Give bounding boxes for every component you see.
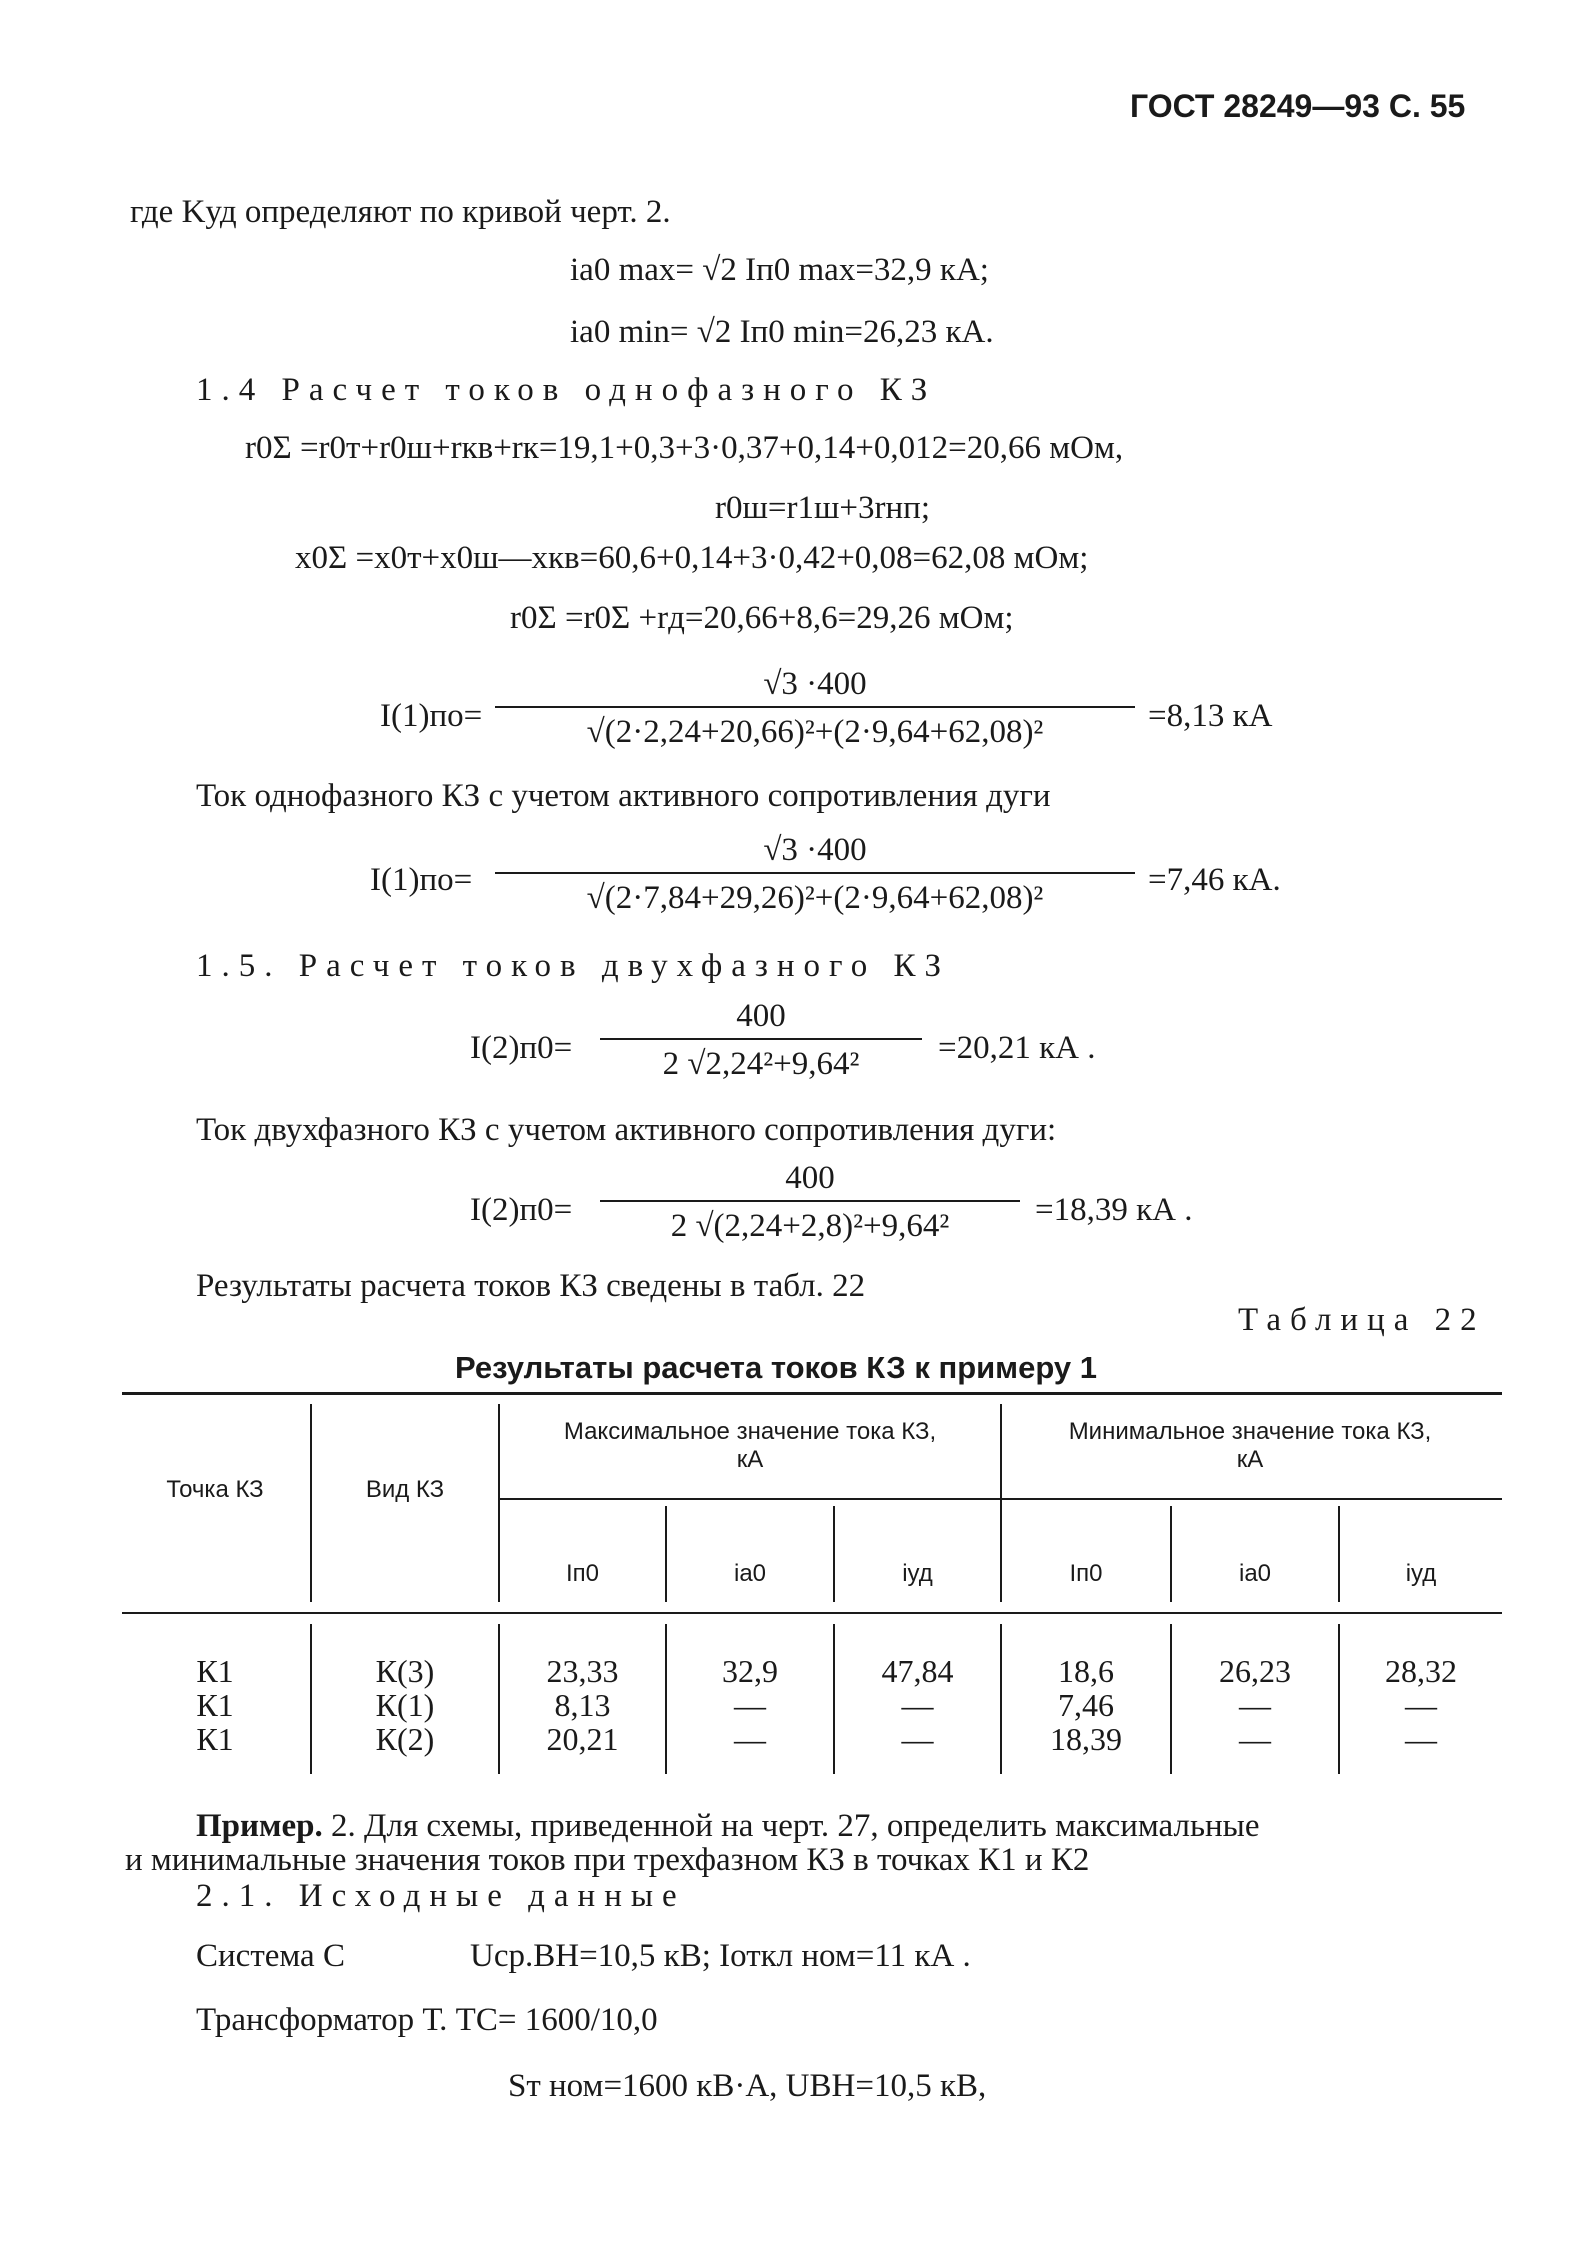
cell-point: К1 bbox=[196, 1687, 234, 1723]
cell-max-ia0: — bbox=[734, 1687, 766, 1723]
formula-2-result: =7,46 кА. bbox=[1148, 862, 1281, 898]
formula-4-lhs: I(2)п0= bbox=[470, 1192, 573, 1228]
arc-note-1: Ток однофазного КЗ с учетом активного сопротивления дуги bbox=[196, 778, 1051, 814]
section-2-1-heading: 2.1. Исходные данные bbox=[196, 1878, 686, 1914]
table-header-bottom-rule bbox=[122, 1612, 1502, 1614]
cell-min-ia0: 26,23 bbox=[1219, 1653, 1291, 1689]
formula-3-lhs: I(2)п0= bbox=[470, 1030, 573, 1066]
formula-4-result: =18,39 кА . bbox=[1035, 1192, 1193, 1228]
cell-min-iud: 28,32 bbox=[1385, 1653, 1457, 1689]
cell-max-iud: — bbox=[901, 1687, 934, 1723]
running-header: ГОСТ 28249—93 С. 55 bbox=[1130, 88, 1466, 124]
example-2-line-2: и минимальные значения токов при трехфазном КЗ в точках К1 и К2 bbox=[125, 1842, 1090, 1878]
cell-point: К1 bbox=[196, 1653, 234, 1689]
cell-kind: К(3) bbox=[375, 1653, 435, 1689]
section-1-5-heading: 1.5. Расчет токов двухфазного КЗ bbox=[196, 948, 951, 984]
table-vline-1 bbox=[310, 1404, 312, 1602]
header-min-ip0: Iп0 bbox=[1069, 1560, 1103, 1587]
cell-min-iud: — bbox=[1405, 1687, 1437, 1723]
cell-max-ia0: 32,9 bbox=[722, 1653, 778, 1689]
formula-2-fraction bbox=[495, 830, 1135, 918]
formula-4-fraction bbox=[600, 1158, 1020, 1246]
formula-2-lhs: I(1)по= bbox=[370, 862, 473, 898]
arc-note-2: Ток двухфазного КЗ с учетом активного сопротивления дуги: bbox=[196, 1112, 1057, 1148]
section-1-4-heading: 1.4 Расчет токов однофазного КЗ bbox=[196, 372, 937, 408]
cell-min-ip0: 18,39 bbox=[1050, 1721, 1122, 1757]
results-reference: Результаты расчета токов КЗ сведены в табл. 22 bbox=[196, 1268, 866, 1304]
table-label: Таблица 22 bbox=[1238, 1302, 1486, 1338]
formula-1-bar bbox=[495, 706, 1135, 708]
formula-1-result: =8,13 кА bbox=[1148, 698, 1273, 734]
header-max-ip0: Iп0 bbox=[565, 1560, 599, 1587]
cell-min-iud: — bbox=[1405, 1721, 1437, 1757]
formula-r0-sum-arc: r0Σ =r0Σ +rд=20,66+8,6=29,26 мОм; bbox=[510, 600, 1014, 636]
formula-3-fraction bbox=[600, 996, 922, 1084]
cell-kind: К(2) bbox=[375, 1721, 435, 1757]
formula-2-numerator: √3 ·400 bbox=[763, 832, 867, 868]
cell-max-ip0: 8,13 bbox=[554, 1687, 611, 1723]
formula-3-bar bbox=[600, 1038, 922, 1040]
kud-note: где Kуд определяют по кривой черт. 2. bbox=[130, 194, 671, 230]
cell-min-ip0: 18,6 bbox=[1058, 1653, 1114, 1689]
header-max-ia0: iа0 bbox=[733, 1560, 767, 1587]
header-max-group: Максимальное значение тока КЗ, кА bbox=[563, 1418, 937, 1473]
header-max-iud: iуд bbox=[902, 1560, 933, 1587]
table-body-vline-1 bbox=[310, 1624, 312, 1774]
formula-x0-sum: x0Σ =x0т+x0ш—xкв=60,6+0,14+3·0,42+0,08=62,08 мОм; bbox=[295, 540, 1089, 576]
cell-max-ia0: — bbox=[734, 1721, 766, 1757]
header-min-group: Минимальное значение тока КЗ, кА bbox=[1068, 1418, 1432, 1473]
formula-4-denominator: 2 √(2,24+2,8)²+9,64² bbox=[670, 1208, 950, 1244]
formula-3-denominator: 2 √2,24²+9,64² bbox=[662, 1046, 860, 1082]
formula-4-numerator: 400 bbox=[785, 1160, 835, 1196]
formula-2-bar bbox=[495, 872, 1135, 874]
formula-1-lhs: I(1)по= bbox=[380, 698, 483, 734]
table-top-rule bbox=[122, 1392, 1502, 1395]
cell-kind: К(1) bbox=[375, 1687, 435, 1723]
formula-4-bar bbox=[600, 1200, 1020, 1202]
header-min-ia0: iа0 bbox=[1238, 1560, 1272, 1587]
transformer-label: Трансформатор Т. ТС= 1600/10,0 bbox=[196, 2002, 658, 2038]
system-label: Система С bbox=[196, 1938, 345, 1974]
header-point: Точка КЗ bbox=[166, 1476, 264, 1503]
example-2-text: 2. Для схемы, приведенной на черт. 27, определить максимальные bbox=[331, 1808, 1260, 1844]
formula-3-numerator: 400 bbox=[736, 998, 786, 1034]
cell-point: К1 bbox=[196, 1721, 234, 1757]
transformer-values: Sт ном=1600 кВ·А, UВН=10,5 кВ, bbox=[508, 2068, 987, 2104]
formula-ia0-min: iа0 min= √2 Iп0 min=26,23 кА. bbox=[570, 314, 994, 350]
table-title: Результаты расчета токов КЗ к примеру 1 bbox=[455, 1350, 1097, 1385]
cell-max-iud: — bbox=[901, 1721, 934, 1757]
formula-2-denominator: √(2·7,84+29,26)²+(2·9,64+62,08)² bbox=[586, 880, 1044, 916]
cell-max-ip0: 20,21 bbox=[546, 1721, 619, 1757]
formula-ia0-max: iа0 max= √2 Iп0 max=32,9 кА; bbox=[570, 252, 989, 288]
header-kind: Вид КЗ bbox=[365, 1476, 445, 1503]
cell-max-ip0: 23,33 bbox=[546, 1653, 619, 1689]
formula-1-fraction bbox=[495, 664, 1135, 752]
example-2-line-1: Пример. 2. Для схемы, приведенной на черт. 27, определить максимальные bbox=[196, 1808, 1260, 1844]
cell-min-ia0: — bbox=[1239, 1687, 1271, 1723]
header-min-iud: iуд bbox=[1405, 1560, 1437, 1587]
formula-1-denominator: √(2·2,24+20,66)²+(2·9,64+62,08)² bbox=[586, 714, 1044, 750]
formula-r0sh: r0ш=r1ш+3rнп; bbox=[715, 490, 930, 526]
system-values: Uср.ВН=10,5 кВ; Iоткл ном=11 кА . bbox=[470, 1938, 971, 1974]
cell-min-ip0: 7,46 bbox=[1058, 1687, 1114, 1723]
cell-max-iud: 47,84 bbox=[881, 1653, 954, 1689]
cell-min-ia0: — bbox=[1239, 1721, 1271, 1757]
formula-1-numerator: √3 ·400 bbox=[763, 666, 867, 702]
formula-3-result: =20,21 кА . bbox=[938, 1030, 1096, 1066]
formula-r0-sum: r0Σ =r0т+r0ш+rкв+rк=19,1+0,3+3·0,37+0,14+0,012=20,66 мОм, bbox=[245, 430, 1124, 466]
